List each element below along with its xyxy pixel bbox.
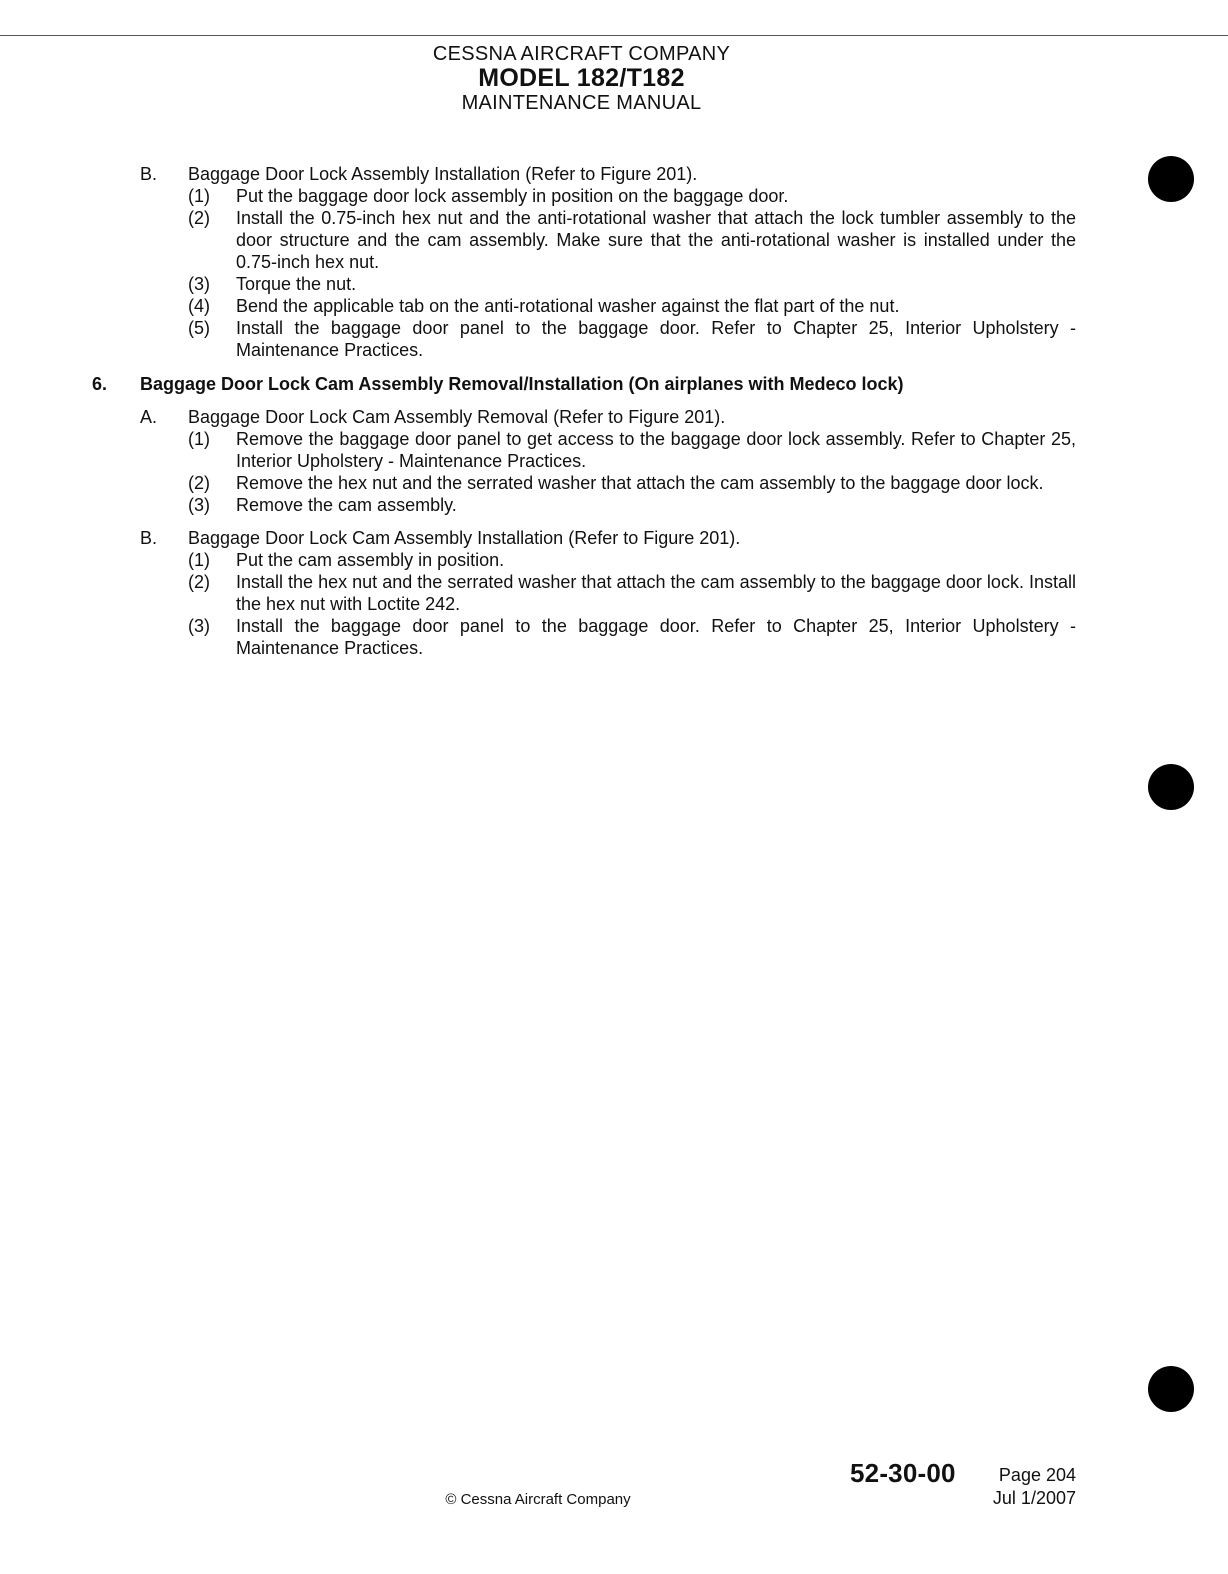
footer-date: Jul 1/2007 [992,1488,1076,1508]
subsection-title: Baggage Door Lock Assembly Installation (Refer to Figure 201). [188,164,698,184]
subsection-heading [0,406,1228,428]
step-item [0,317,1228,361]
step-number: (1) [188,186,210,206]
section-number: 6. [92,374,108,394]
step-item [0,428,1228,472]
step-number: (1) [188,429,210,449]
header-company: CESSNA AIRCRAFT COMPANY [432,43,731,65]
step-number: (3) [188,616,210,636]
footer-chapter-code: 52-30-00 [850,1458,956,1488]
step-text: Put the baggage door lock assembly in position on the baggage door. [236,186,789,206]
step-item [0,295,1228,317]
footer-copyright: © Cessna Aircraft Company [445,1491,631,1508]
header-manual: MAINTENANCE MANUAL [461,92,702,114]
step-text: Put the cam assembly in position. [236,550,505,570]
subsection-heading [0,163,1228,185]
step-number: (2) [188,572,210,592]
step-item [0,472,1228,494]
footer-page-number: Page 204 [998,1465,1076,1485]
subsection-label: A. [140,407,158,427]
subsection-label: B. [140,164,158,184]
step-number: (3) [188,274,210,294]
top-rule [0,35,1228,36]
step-item [0,549,1228,571]
subsection-heading [0,527,1228,549]
step-number: (2) [188,473,210,493]
change-bar-dot [1148,764,1194,810]
step-number: (2) [188,208,210,228]
subsection-label: B. [140,528,158,548]
step-item [0,185,1228,207]
subsection-title: Baggage Door Lock Cam Assembly Installation (Refer to Figure 201). [188,528,741,548]
step-item [0,615,1228,659]
step-text: Install the baggage door panel to the baggage door. Refer to Chapter 25, Interior Upholstery - Maintenance Practices. [236,318,1076,360]
change-bar-dot [1148,1366,1194,1412]
step-text: Bend the applicable tab on the anti-rotational washer against the flat part of the nut. [236,296,900,316]
step-item [0,494,1228,516]
step-number: (4) [188,296,210,316]
page-header [0,44,1163,113]
header-model: MODEL 182/T182 [478,64,685,92]
step-number: (3) [188,495,210,515]
step-text: Install the baggage door panel to the baggage door. Refer to Chapter 25, Interior Upholstery - Maintenance Practices. [236,616,1076,658]
step-text: Torque the nut. [236,274,357,294]
page-content [0,163,1228,659]
section-heading [0,373,1228,395]
step-text: Remove the hex nut and the serrated washer that attach the cam assembly to the baggage door lock. [236,473,1044,493]
step-text: Remove the baggage door panel to get access to the baggage door lock assembly. Refer to Chapter 25, Interior Upholstery - Maintenance Practices. [236,429,1076,471]
step-text: Remove the cam assembly. [236,495,457,515]
subsection-title: Baggage Door Lock Cam Assembly Removal (Refer to Figure 201). [188,407,726,427]
step-text: Install the 0.75-inch hex nut and the anti-rotational washer that attach the lock tumbler assembly to the door structure and the cam assembly. Make sure that the anti-rotational washer is installed under the 0.75-inch hex nut. [236,208,1076,272]
step-item [0,207,1228,273]
step-item [0,571,1228,615]
step-number: (1) [188,550,210,570]
step-text: Install the hex nut and the serrated washer that attach the cam assembly to the baggage door lock. Install the hex nut with Loctite 242. [236,572,1076,614]
section-title: Baggage Door Lock Cam Assembly Removal/Installation (On airplanes with Medeco lock) [140,374,904,394]
step-item [0,273,1228,295]
step-number: (5) [188,318,210,338]
